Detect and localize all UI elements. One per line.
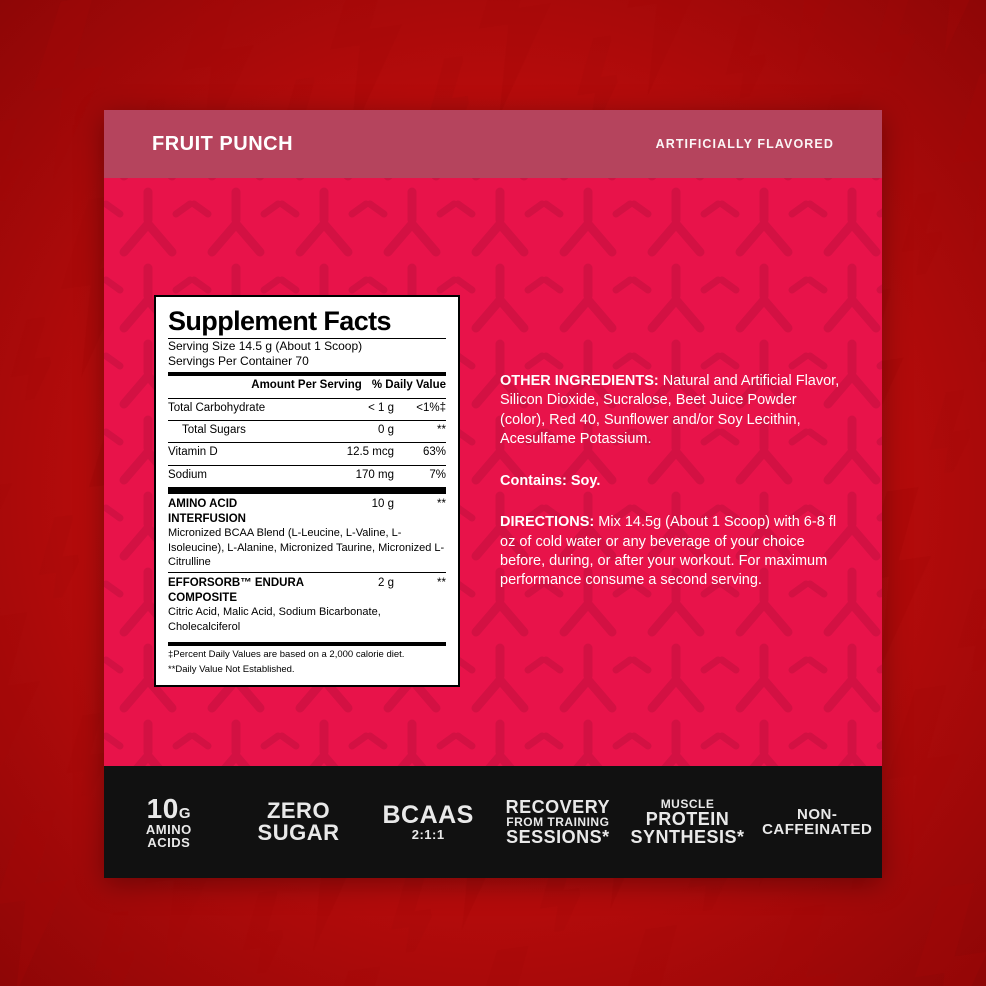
nutrient-amount: < 1 g [368,401,394,414]
nutrient-row [168,466,446,484]
benefit-line2: FROM TRAINING [506,815,610,829]
benefit-line2: AMINO [145,822,192,837]
benefit-unit: G [178,805,191,822]
blend-title-line1: EFFORSORB™ ENDURA [168,577,305,590]
benefits-strip [104,766,882,878]
label-panel [104,110,882,878]
column-header-amount: Amount Per Serving [251,379,362,392]
benefit-line3: SYNTHESIS* [630,827,745,847]
footnote-dv-not-established: **Daily Value Not Established. [168,664,295,676]
nutrient-daily-value: 63% [422,446,446,459]
serving-size: Serving Size 14.5 g (About 1 Scoop) [168,339,363,354]
directions-block [500,513,840,591]
nutrient-name: Total Sugars [182,424,246,437]
nutrient-amount: 12.5 mcg [346,446,394,459]
benefit-line1: NON- [797,806,838,823]
servings-per-container: Servings Per Container 70 [168,354,309,369]
blend-title-line2: COMPOSITE [168,591,238,604]
supplement-facts-panel [154,295,460,687]
nutrient-amount: 0 g [378,424,394,437]
nutrient-daily-value: <1%‡ [416,401,446,414]
benefit-line3: ACIDS [147,835,191,850]
nutrient-name: Sodium [168,468,207,481]
benefit-line2: 2:1:1 [411,827,445,842]
contains-statement: Contains: Soy. [500,472,601,489]
label-copy [500,372,840,613]
benefit-amino-acids [104,795,234,849]
other-ingredients-label: OTHER INGREDIENTS: [500,373,659,389]
benefit-line2: SUGAR [257,820,340,845]
nutrient-daily-value: ** [437,424,446,437]
blend-title-line1: AMINO ACID [168,498,238,511]
nutrient-amount: 170 mg [355,468,394,481]
benefit-line2: CAFFEINATED [762,821,873,838]
benefit-non-caffeinated [752,807,882,837]
flavor-name: FRUIT PUNCH [152,132,294,155]
nutrition-column-headers [168,376,446,394]
other-ingredients-text: Natural and Artificial Flavor, Silicon Dioxide, Sucralose, Beet Juice Powder (color), Red 40, Sunflower and/or Soy Lecithin, Acesulfame Potassium. [500,373,840,448]
blend-ingredients: Citric Acid, Malic Acid, Sodium Bicarbonate, Cholecalciferol [168,606,381,633]
blend-ingredients: Micronized BCAA Blend (L-Leucine, L-Valine, L-Isoleucine), L-Alanine, Micronized Taurine, Micronized L-Citrulline [168,527,445,568]
directions-text: Mix 14.5g (About 1 Scoop) with 6-8 fl oz of cold water or any beverage of your choice before, during, or after your workout. For maximum performance consume a second serving. [500,514,837,589]
benefit-zero-sugar [234,800,364,844]
nutrient-name: Vitamin D [168,446,218,459]
nutrient-name: Total Carbohydrate [168,401,266,414]
benefit-line1: BCAAS [382,801,474,829]
benefit-line1: RECOVERY [505,797,611,817]
benefit-muscle-protein-synthesis [623,798,753,846]
blend-daily-value: ** [437,498,446,511]
artificially-flavored-note: ARTIFICIALLY FLAVORED [655,137,834,151]
nutrient-daily-value: 7% [429,468,446,481]
blend-amount: 2 g [378,577,394,590]
blend-daily-value: ** [437,577,446,590]
other-ingredients-block [500,372,840,450]
blend-row [168,494,446,526]
benefit-bcaas [363,803,493,841]
benefit-line3: SESSIONS* [506,827,610,847]
benefit-line1: MUSCLE [660,797,715,811]
blend-title-line2: INTERFUSION [168,512,246,525]
blend-row [168,573,446,605]
nutrient-row [168,443,446,461]
directions-label: DIRECTIONS: [500,514,595,531]
supplement-facts-title: Supplement Facts [168,306,391,336]
nutrient-row [168,399,446,417]
nutrient-row [168,421,446,439]
benefit-line1: ZERO [266,798,331,823]
blend-amount: 10 g [371,498,394,511]
benefit-recovery [493,798,623,846]
benefit-line2: PROTEIN [645,809,730,829]
column-header-daily-value: % Daily Value [371,379,446,392]
flavor-bar [104,110,882,178]
footnote-daily-values: ‡Percent Daily Values are based on a 2,000 calorie diet. [168,648,405,660]
benefit-line1: 10 [146,793,179,824]
